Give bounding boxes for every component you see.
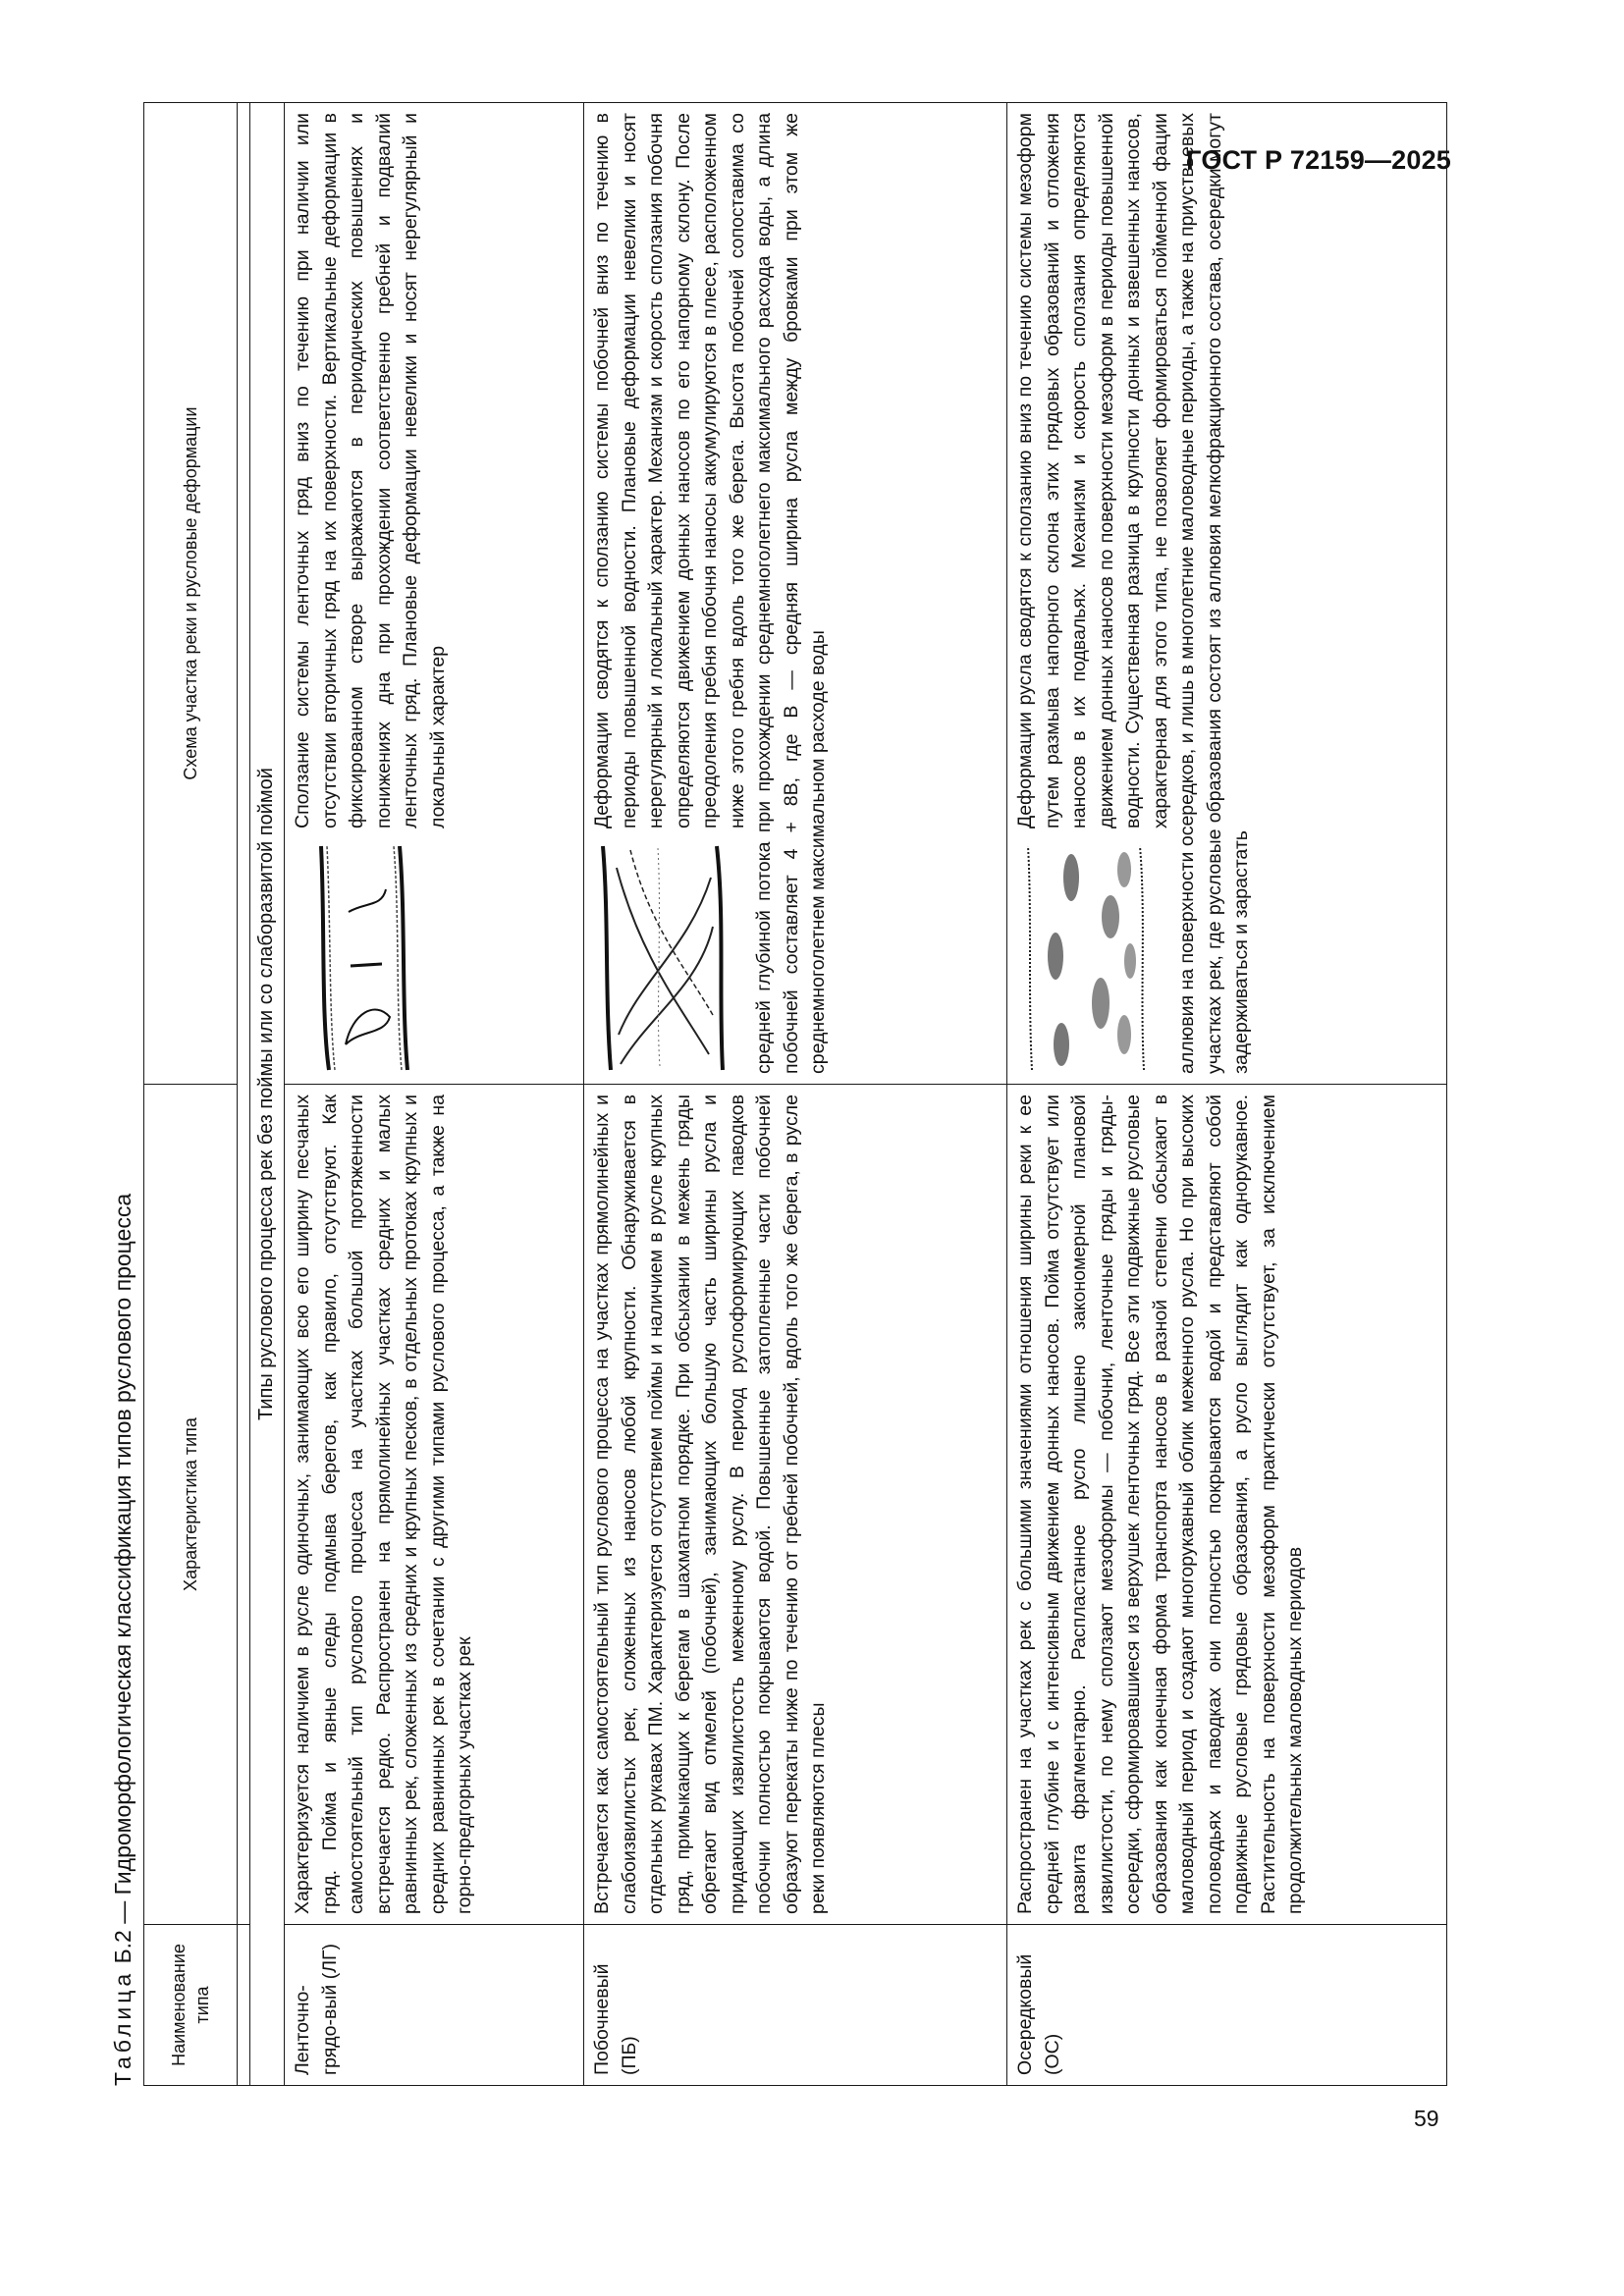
type-name-cell: Побочневый (ПБ) <box>584 1925 1007 2086</box>
table-row <box>584 103 1007 2086</box>
type-characteristic-cell: Характеризуется наличием в русле одиночных, занимающих всю его ширину песчаных гряд. Пойма и явные следы подмыва берегов, как правило, отсутствуют. Как самостоятельный тип руслового процесса на участках большой протяженности встречается редко. Распространен на прямолинейных участках средних и малых равнинных рек, сложенных из средних и крупных песков, в отдельных протоках крупных и средних равнинных рек в сочетании с другими типами руслового процесса, а также на горно-предгорных участках рек <box>285 1085 584 1925</box>
type-scheme-cell <box>285 103 584 1085</box>
type-characteristic-cell: Встречается как самостоятельный тип руслового процесса на участках прямолинейных и слабоизвилистых рек, сложенных из наносов любой крупности. Обнаруживается в отдельных рукавах ПМ. Характеризуется отсутствием поймы и наличием в русле крупных гряд, примыкающих к берегам в шахматном порядке. При обсыхании в межень гряды обретают вид отмелей (побочней), занимающих большую часть ширины русла и придающих извилистость меженному руслу. В период руслоформирующих паводков побочни полностью покрываются водой. Повышенные затопленные части побочней образуют перекаты ниже по течению от гребней побочней, вдоль того же берега, в русле реки появляются плесы <box>584 1085 1007 1925</box>
classification-table <box>143 102 1447 2086</box>
type-characteristic-cell: Распространен на участках рек с большими значениями отношения ширины реки к ее средней глубине и с интенсивным движением донных наносов. Пойма отсутствует или развита фрагментарно. Распластанное русло лишено закономерной плановой извилистости, по нему сползают мезоформы — побочни, ленточные гряды и гряды-осередки, сформировавшиеся из верхушек ленточных гряд. Все эти подвижные русловые образования как конечная форма транспорта наносов в разной степени обсыхают в маловодный период и создают многорукавный облик меженного русла. Но при высоких половодьях и паводках они полностью покрываются водой и представляют собой подвижные русловые грядовые образования, а русло выглядит как однорукавное. Растительность на поверхности мезоформ практически отсутствует, за исключением продолжительных маловодных периодов <box>1007 1085 1447 1925</box>
column-header-name: Наименование типа <box>144 1925 238 2086</box>
mid-channel-bar-scheme-icon <box>1014 842 1162 1074</box>
caption-title: Б.2 — Гидроморфологическая классификация типов руслового процесса <box>110 1193 135 1970</box>
gap-cell <box>238 1925 250 2086</box>
table-caption <box>110 1194 136 2086</box>
type-name-cell: Ленточно-грядо-вый (ЛГ) <box>285 1925 584 2086</box>
side-bar-scheme-icon <box>591 842 738 1074</box>
page-number: 59 <box>1414 2106 1439 2131</box>
table-row <box>1007 103 1447 2086</box>
type-name-cell: Осередковый (ОС) <box>1007 1925 1447 2086</box>
caption-prefix: Таблица <box>110 1969 135 2086</box>
type-scheme-cell <box>1007 103 1447 1085</box>
section-row <box>250 103 285 2086</box>
gap-row <box>238 103 250 2086</box>
ribbon-ridge-scheme-icon <box>292 842 439 1074</box>
type-scheme-cell <box>584 103 1007 1085</box>
column-header-scheme: Схема участка реки и русловые деформации <box>144 103 238 1085</box>
table-row <box>285 103 584 2086</box>
column-header-characteristic: Характеристика типа <box>144 1085 238 1925</box>
rotated-table-block <box>98 103 1404 2086</box>
deformation-text: Сползание системы ленточных гряд вниз по течению при наличии или отсутствии вторичных гряд на их поверхности. Вертикальные деформации в фиксированном створе выражаются в периодических повышениях и понижениях дна при прохождении соответственно гребней и подвалий ленточных гряд. Плановые деформации невелики и носят нерегулярный и локальный характер <box>292 113 449 828</box>
standard-header: ГОСТ Р 72159—2025 <box>1186 145 1451 175</box>
gap-cell <box>238 103 250 1925</box>
section-title: Типы руслового процесса рек без поймы или со слаборазвитой поймой <box>250 103 285 2086</box>
deformation-text: Деформации русла сводятся к сползанию вниз по течению системы мезоформ путем размыва напорного склона этих грядовых образований и отложения наносов в их подвальях. Механизм и скорость сползания определяются движением донных наносов по поверхности мезоформ в периоды повышенной водности. Существенная разница в крупности донных и взвешенных наносов, характерная для этого типа, не позволяет формироваться пойменной фации аллювия на поверхности осередков, и лишь в многолетние маловодные периоды, а также на приуствьевых участках рек, где русловые образования состоят из аллювия мелкофракционного состава, осередки могут задерживаться и зарастать <box>1014 113 1252 1074</box>
table-header-row <box>144 103 238 2086</box>
deformation-text: Деформации сводятся к сползанию системы побочней вниз по течению в периоды повышенной водности. Плановые деформации невелики и носят нерегулярный и локальный характер. Механизм и скорость сползания побочня определяются движением донных наносов по его напорному склону. После преодоления гребня побочня наносы аккумулируются в плесе, расположенном ниже этого гребня вдоль того же берега. Высота побочней сопоставима со средней глубиной потока при прохождении среднемноголетнего максимального расхода воды, а длина побочней составляет 4 + 8B, где B — средняя ширина русла между бровками при этом же среднемноголетнем максимальном расходе воды <box>591 113 829 1074</box>
